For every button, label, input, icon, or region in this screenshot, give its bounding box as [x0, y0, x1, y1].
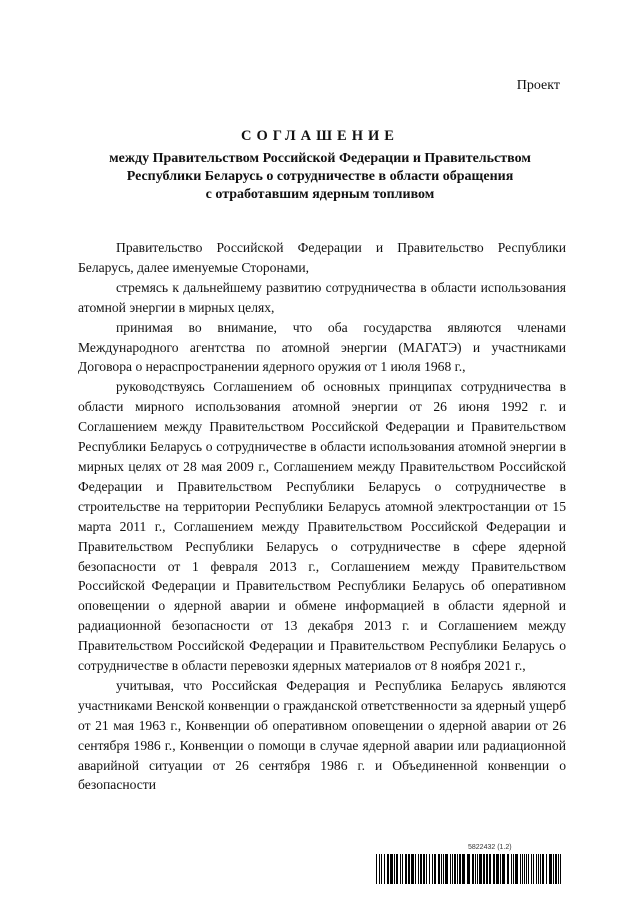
barcode-bar [515, 854, 518, 884]
barcode-bar [459, 854, 461, 884]
barcode-bar [400, 854, 401, 884]
barcode-bar [524, 854, 525, 884]
barcode-bar [533, 854, 534, 884]
barcode-bar [445, 854, 448, 884]
barcode-bar [405, 854, 407, 884]
barcode-bar [511, 854, 512, 884]
document-subtitle [60, 150, 580, 204]
subtitle-line: между Правительством Российской Федерации и Правительством [109, 151, 531, 166]
barcode-bar [500, 854, 501, 884]
barcode-bar [438, 854, 440, 884]
barcode-bar [429, 854, 430, 884]
barcode-bar [472, 854, 474, 884]
barcode-bar [542, 854, 544, 884]
barcode-bar [538, 854, 539, 884]
barcode-bar [443, 854, 444, 884]
paragraph-guided: руководствуясь Соглашением об основных принципах сотрудничества в области мирного использования атомной энергии от 26 июня 1992 г. и Соглашением между Правительством Российской Федерации и Правительством Республики Беларусь о сотрудничестве в области использования атомной энергии в мирных целях от 28 мая 2009 г., Соглашением между Правительством Российской Федерации и Правительством Республики Беларусь о сотрудничестве в строительстве на территории Республики Беларусь атомной электростанции от 15 марта 2011 г., Соглашением между Правительством Российской Федерации и Правительством Республики Беларусь о сотрудничестве в сфере ядерной безопасности от 1 февраля 2013 г., Соглашением между Правительством Российской Федерации и Правительством Республики Беларусь об оперативном оповещении о ядерной аварии и обмене информацией в области ядерной и радиационной безопасности от 13 декабря 2013 г. и Соглашением между Правительством Российской Федерации и Правительством Республики Беларусь о сотрудничестве в области перевозки ядерных материалов от 8 ноября 2021 г., [78, 379, 566, 674]
barcode-bar [387, 854, 389, 884]
paragraph-noting: учитывая, что Российская Федерация и Республика Беларусь являются участниками Венской конвенции о гражданской ответственности за ядерный ущерб от 21 мая 1963 г., Конвенции об оперативном оповещении о ядерной аварии от 26 сентября 1986 г., Конвенции о помощи в случае ядерной аварии или радиационной аварийной ситуации от 26 сентября 1986 г. и Объединенной конвенции о безопасности [78, 677, 566, 793]
barcode-bar [528, 854, 529, 884]
barcode-bar [477, 854, 478, 884]
barcode-bar [549, 854, 552, 884]
document-body [78, 238, 566, 795]
barcode-bar [526, 854, 527, 884]
barcode-bar [423, 854, 425, 884]
barcode-bar [390, 854, 393, 884]
barcode-graphic [376, 854, 564, 884]
barcode-bar [467, 854, 470, 884]
barcode [376, 854, 564, 884]
barcode-bar [540, 854, 541, 884]
barcode-bar [513, 854, 514, 884]
document-title: СОГЛАШЕНИЕ [241, 128, 399, 144]
barcode-bar [381, 854, 382, 884]
barcode-bar [441, 854, 442, 884]
barcode-bar [558, 854, 559, 884]
barcode-bar [483, 854, 485, 884]
barcode-bar [420, 854, 422, 884]
barcode-bar [418, 854, 419, 884]
barcode-bar [507, 854, 509, 884]
barcode-bar [411, 854, 414, 884]
barcode-bar [454, 854, 456, 884]
barcode-bar [462, 854, 465, 884]
barcode-bar [531, 854, 532, 884]
barcode-bar [432, 854, 433, 884]
barcode-bar [415, 854, 416, 884]
barcode-bar [522, 854, 523, 884]
paragraph-striving: стремясь к дальнейшему развитию сотрудничества в области использования атомной энергии в мирных целях, [78, 279, 566, 315]
barcode-bar [496, 854, 499, 884]
barcode-bar [408, 854, 410, 884]
barcode-bar [457, 854, 458, 884]
barcode-bar [560, 854, 561, 884]
barcode-bar [546, 854, 547, 884]
document-stamp-number: 5822432 (1.2) [468, 844, 512, 851]
barcode-bar [502, 854, 505, 884]
barcode-bar [396, 854, 398, 884]
barcode-bar [520, 854, 521, 884]
barcode-bar [402, 854, 403, 884]
barcode-bar [434, 854, 436, 884]
barcode-bar [555, 854, 557, 884]
barcode-bar [479, 854, 482, 884]
barcode-bar [384, 854, 385, 884]
barcode-bar [493, 854, 495, 884]
barcode-bar [486, 854, 488, 884]
barcode-bar [376, 854, 377, 884]
barcode-bar [475, 854, 476, 884]
barcode-bar [426, 854, 427, 884]
barcode-bar [553, 854, 554, 884]
barcode-bar [394, 854, 395, 884]
barcode-bar [489, 854, 491, 884]
barcode-bar [536, 854, 537, 884]
paragraph-considering: принимая во внимание, что оба государства являются членами Международного агентства по атомной энергии (МАГАТЭ) и участниками Договора о нераспространении ядерного оружия от 1 июля 1968 г., [78, 319, 566, 375]
subtitle-line: Республики Беларусь о сотрудничестве в области обращения [126, 169, 514, 184]
barcode-bar [452, 854, 453, 884]
subtitle-line: с отработавшим ядерным топливом [205, 187, 435, 202]
barcode-bar [379, 854, 380, 884]
paragraph-parties: Правительство Российской Федерации и Правительство Республики Беларусь, далее именуемые Сторонами, [78, 240, 566, 275]
barcode-bar [450, 854, 451, 884]
draft-label: Проект [516, 78, 560, 93]
